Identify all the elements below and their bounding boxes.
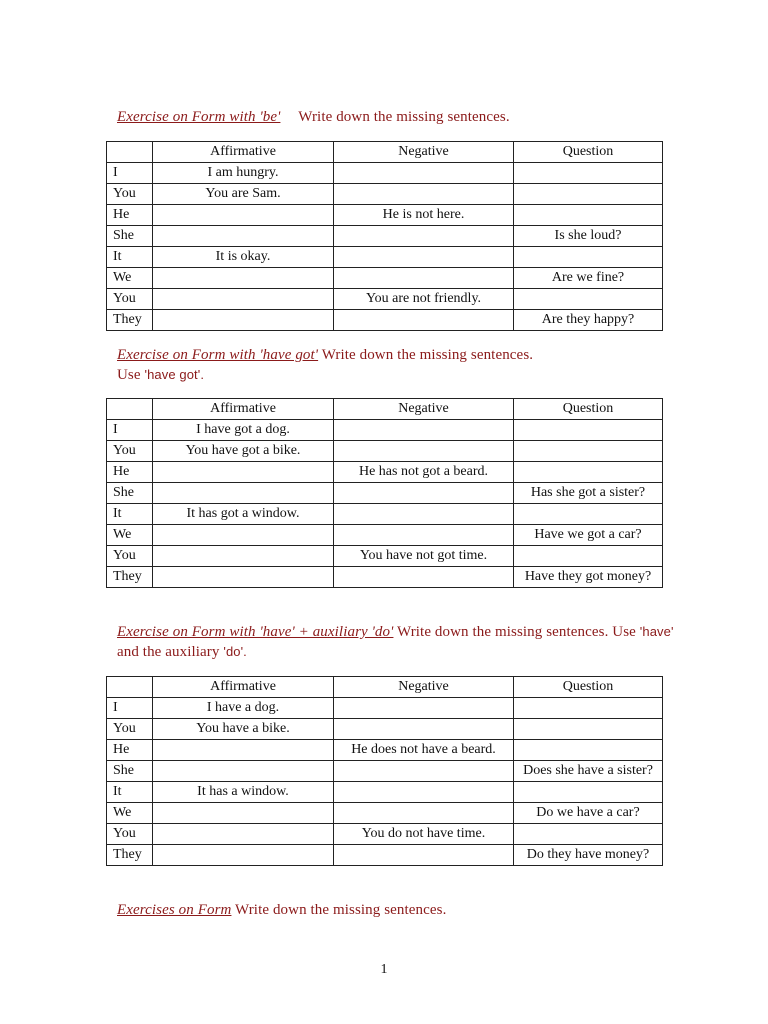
question-cell: Have we got a car? [514, 525, 663, 546]
affirmative-cell: You are Sam. [153, 184, 334, 205]
col-header-question: Question [514, 677, 663, 698]
table-row [107, 546, 663, 567]
table-header-row [107, 399, 663, 420]
table-row [107, 226, 663, 247]
affirmative-cell: You have got a bike. [153, 441, 334, 462]
section-3-note-mid: and the auxiliary [117, 644, 220, 660]
question-cell [514, 546, 663, 567]
affirmative-cell [153, 546, 334, 567]
question-cell: Do they have money? [514, 845, 663, 866]
col-header-question: Question [514, 399, 663, 420]
pronoun-cell: I [107, 698, 153, 719]
negative-cell: You do not have time. [334, 824, 514, 845]
question-cell: Does she have a sister? [514, 761, 663, 782]
affirmative-cell [153, 740, 334, 761]
table-row [107, 761, 663, 782]
table-have-got [106, 398, 663, 588]
table-row [107, 247, 663, 268]
table-row [107, 803, 663, 824]
negative-cell [334, 483, 514, 504]
section-2-title: Exercise on Form with 'have got' [117, 347, 319, 363]
table-row [107, 525, 663, 546]
affirmative-cell [153, 845, 334, 866]
question-cell [514, 698, 663, 719]
section-3-note-prefix: Use [612, 624, 636, 640]
table-row [107, 567, 663, 588]
table-row [107, 289, 663, 310]
affirmative-cell: It has a window. [153, 782, 334, 803]
pronoun-cell: It [107, 504, 153, 525]
section-2-instruction: Write down the missing sentences. [321, 347, 534, 363]
negative-cell [334, 698, 514, 719]
pronoun-cell: You [107, 719, 153, 740]
table-row [107, 483, 663, 504]
col-header-negative: Negative [334, 142, 514, 163]
table-row [107, 824, 663, 845]
question-cell: Have they got money? [514, 567, 663, 588]
section-2-note: 'have got'. [144, 367, 205, 382]
pronoun-cell: It [107, 247, 153, 268]
affirmative-cell [153, 226, 334, 247]
table-row [107, 420, 663, 441]
pronoun-cell: You [107, 546, 153, 567]
negative-cell [334, 420, 514, 441]
affirmative-cell [153, 761, 334, 782]
negative-cell [334, 761, 514, 782]
affirmative-cell [153, 289, 334, 310]
negative-cell [334, 567, 514, 588]
pronoun-cell: I [107, 163, 153, 184]
table-row [107, 205, 663, 226]
affirmative-cell [153, 567, 334, 588]
negative-cell [334, 719, 514, 740]
negative-cell [334, 268, 514, 289]
question-cell [514, 462, 663, 483]
col-header-question: Question [514, 142, 663, 163]
section-1-instruction: Write down the missing sentences. [298, 109, 510, 125]
question-cell [514, 289, 663, 310]
negative-cell [334, 247, 514, 268]
pronoun-cell: They [107, 845, 153, 866]
affirmative-cell [153, 310, 334, 331]
section-2-heading [117, 345, 677, 385]
question-cell [514, 184, 663, 205]
affirmative-cell [153, 205, 334, 226]
negative-cell [334, 226, 514, 247]
table-row [107, 163, 663, 184]
pronoun-cell: You [107, 824, 153, 845]
pronoun-cell: It [107, 782, 153, 803]
table-body [107, 420, 663, 588]
negative-cell: You are not friendly. [334, 289, 514, 310]
col-header-affirmative: Affirmative [153, 399, 334, 420]
negative-cell [334, 525, 514, 546]
affirmative-cell: I am hungry. [153, 163, 334, 184]
pronoun-cell: We [107, 525, 153, 546]
table-row [107, 184, 663, 205]
table-row [107, 719, 663, 740]
col-header-negative: Negative [334, 399, 514, 420]
table-row [107, 782, 663, 803]
negative-cell [334, 504, 514, 525]
table-row [107, 268, 663, 289]
affirmative-cell [153, 268, 334, 289]
question-cell: Has she got a sister? [514, 483, 663, 504]
col-header-pronoun [107, 677, 153, 698]
question-cell: Are they happy? [514, 310, 663, 331]
table-row [107, 698, 663, 719]
section-1-title: Exercise on Form with 'be' [117, 109, 281, 125]
question-cell: Are we fine? [514, 268, 663, 289]
pronoun-cell: I [107, 420, 153, 441]
question-cell: Is she loud? [514, 226, 663, 247]
col-header-pronoun [107, 399, 153, 420]
table-header-row [107, 142, 663, 163]
affirmative-cell [153, 525, 334, 546]
question-cell [514, 247, 663, 268]
affirmative-cell: It has got a window. [153, 504, 334, 525]
question-cell [514, 163, 663, 184]
section-3-title: Exercise on Form with 'have' + auxiliary 'do' [117, 624, 394, 640]
section-4-title: Exercises on Form [117, 902, 232, 918]
pronoun-cell: You [107, 184, 153, 205]
section-2-note-prefix: Use [117, 367, 141, 383]
table-be [106, 141, 663, 331]
pronoun-cell: He [107, 462, 153, 483]
table-header-row [107, 677, 663, 698]
question-cell [514, 824, 663, 845]
col-header-pronoun [107, 142, 153, 163]
negative-cell [334, 845, 514, 866]
section-3-heading [117, 622, 677, 662]
question-cell [514, 504, 663, 525]
page-number: 1 [380, 962, 388, 977]
section-3-instruction: Write down the missing sentences. [397, 624, 609, 640]
pronoun-cell: She [107, 483, 153, 504]
section-4-heading [117, 900, 677, 920]
pronoun-cell: They [107, 567, 153, 588]
affirmative-cell: You have a bike. [153, 719, 334, 740]
col-header-affirmative: Affirmative [153, 677, 334, 698]
negative-cell [334, 184, 514, 205]
negative-cell: You have not got time. [334, 546, 514, 567]
affirmative-cell [153, 824, 334, 845]
pronoun-cell: He [107, 205, 153, 226]
pronoun-cell: We [107, 803, 153, 824]
pronoun-cell: He [107, 740, 153, 761]
negative-cell [334, 782, 514, 803]
affirmative-cell [153, 462, 334, 483]
section-4-instruction: Write down the missing sentences. [235, 902, 447, 918]
table-row [107, 462, 663, 483]
col-header-affirmative: Affirmative [153, 142, 334, 163]
section-3-note: 'have' [639, 624, 674, 639]
negative-cell [334, 803, 514, 824]
table-row [107, 845, 663, 866]
question-cell [514, 420, 663, 441]
negative-cell: He is not here. [334, 205, 514, 226]
col-header-negative: Negative [334, 677, 514, 698]
table-have-do [106, 676, 663, 866]
affirmative-cell: I have got a dog. [153, 420, 334, 441]
question-cell [514, 441, 663, 462]
pronoun-cell: They [107, 310, 153, 331]
table-row [107, 740, 663, 761]
negative-cell: He has not got a beard. [334, 462, 514, 483]
affirmative-cell [153, 483, 334, 504]
table-row [107, 310, 663, 331]
question-cell [514, 205, 663, 226]
pronoun-cell: You [107, 441, 153, 462]
negative-cell [334, 441, 514, 462]
negative-cell: He does not have a beard. [334, 740, 514, 761]
question-cell [514, 740, 663, 761]
affirmative-cell [153, 803, 334, 824]
affirmative-cell: I have a dog. [153, 698, 334, 719]
table-row [107, 504, 663, 525]
section-3-note-end: 'do'. [223, 644, 247, 659]
negative-cell [334, 163, 514, 184]
pronoun-cell: She [107, 761, 153, 782]
question-cell [514, 782, 663, 803]
table-row [107, 441, 663, 462]
pronoun-cell: We [107, 268, 153, 289]
table-body [107, 163, 663, 331]
pronoun-cell: You [107, 289, 153, 310]
negative-cell [334, 310, 514, 331]
question-cell: Do we have a car? [514, 803, 663, 824]
pronoun-cell: She [107, 226, 153, 247]
section-1-heading [117, 107, 677, 127]
table-body [107, 698, 663, 866]
question-cell [514, 719, 663, 740]
affirmative-cell: It is okay. [153, 247, 334, 268]
